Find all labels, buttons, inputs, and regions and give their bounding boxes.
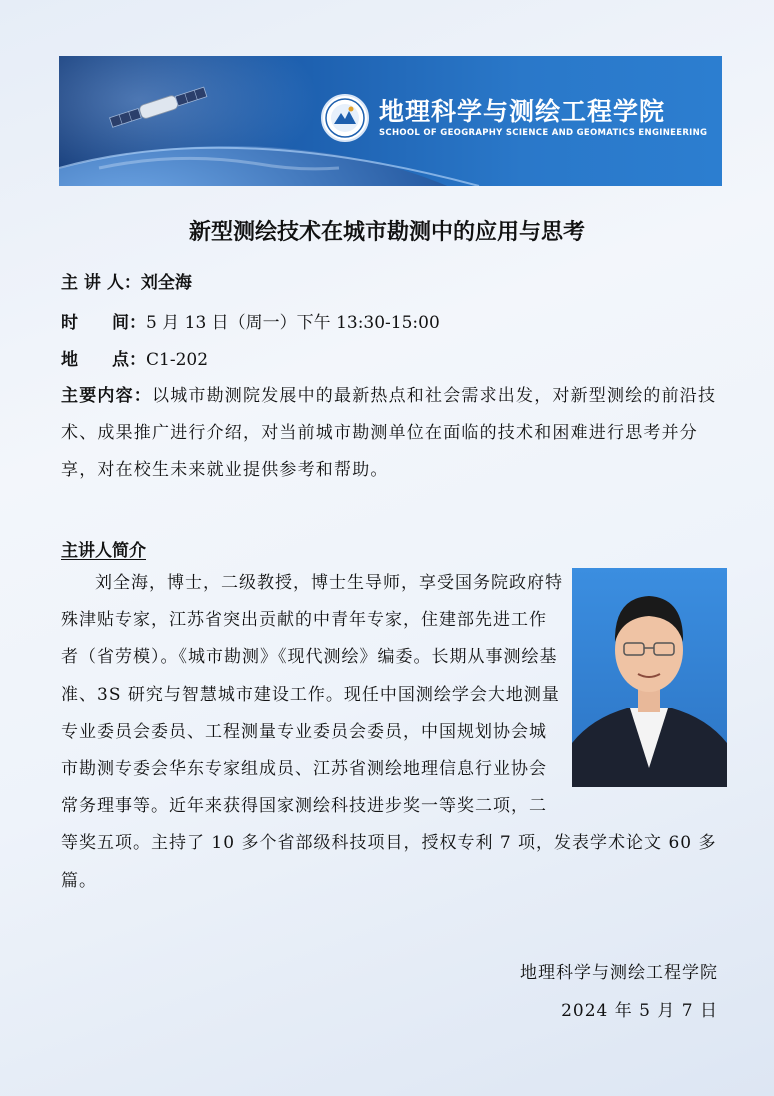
place-label: 地 点： [61, 350, 146, 370]
bio-paragraph [61, 565, 727, 900]
speaker-line [61, 268, 192, 293]
speaker-label: 主 讲 人： [61, 273, 141, 293]
issue-date: 2024 年 5 月 7 日 [561, 1001, 718, 1021]
place-value: C1-202 [146, 350, 209, 370]
school-logo-icon [321, 94, 369, 142]
speaker-photo [572, 568, 727, 787]
time-label: 时 间： [61, 313, 146, 333]
bio-text: 刘全海，博士，二级教授，博士生导师，享受国务院政府特殊津贴专家，江苏省突出贡献的中青年专家，住建部先进工作者（省劳模）。《城市勘测》《现代测绘》编委。长期从事测绘基准、3S 研究与智慧城市建设工作。现任中国测绘学会大地测量专业委员会委员、工程测量专业委员会委员，中国规划协会城市勘测专委会华东专家组成员、江苏省测绘地理信息行业协会常务理事等。近年来获得国家测绘科技进步奖一等奖二项，二等奖五项。主持了 10 多个省部级科技项目，授权专利 7 项，发表学术论文 60 多篇。 [61, 573, 717, 891]
satellite-icon [104, 78, 214, 138]
content-value: 以城市勘测院发展中的最新热点和社会需求出发，对新型测绘的前沿技术、成果推广进行介绍，对当前城市勘测单位在面临的技术和困难进行思考并分享，对在校生未来就业提供参考和帮助。 [61, 386, 717, 480]
lecture-title: 新型测绘技术在城市勘测中的应用与思考 [188, 220, 585, 245]
content-label: 主要内容： [61, 386, 152, 406]
school-name-cn: 地理科学与测绘工程学院 [379, 97, 666, 126]
main-content-paragraph [61, 378, 727, 489]
bio-heading: 主讲人简介 [61, 541, 146, 561]
speaker-portrait-image [572, 568, 727, 787]
time-line [61, 308, 440, 333]
time-value: 5 月 13 日（周一）下午 13:30-15:00 [146, 313, 440, 333]
speaker-value: 刘全海 [140, 273, 192, 293]
header-banner [59, 56, 722, 186]
place-line [61, 345, 208, 370]
organizer-signature: 地理科学与测绘工程学院 [520, 963, 718, 983]
school-name-en: SCHOOL OF GEOGRAPHY SCIENCE AND GEOMATICS ENGINEERING [379, 128, 708, 138]
